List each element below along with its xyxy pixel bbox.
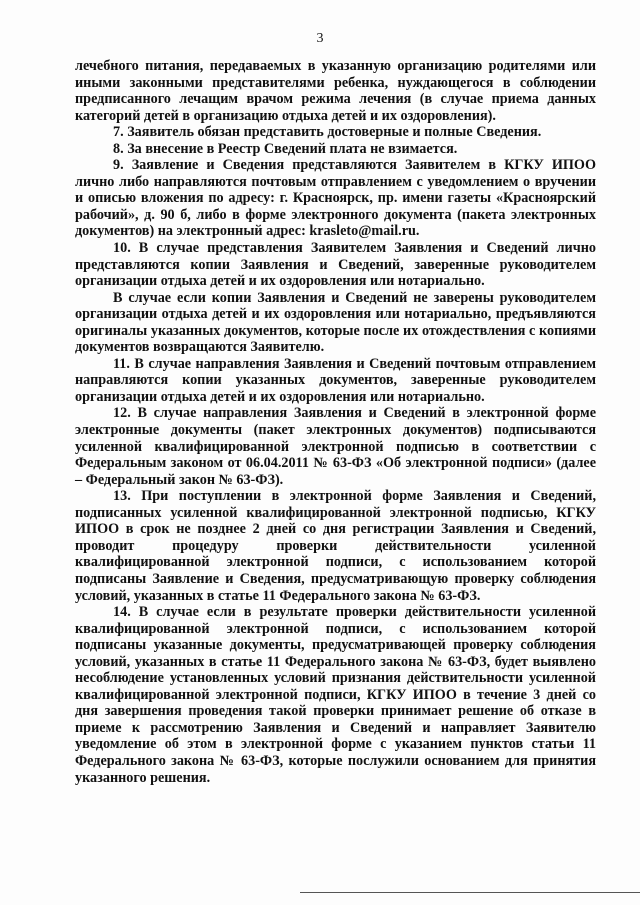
document-body [75, 58, 596, 786]
paragraph-item-11: 11. В случае направления Заявления и Сведений почтовым отправлением направляются копии указанных документов, заверенные руководителем организации отдыха детей и их оздоровления или нотариально. [75, 355, 596, 405]
paragraph-item-14: 14. В случае если в результате проверки действительности усиленной квалифицированной электронной подписи, с использованием которой подписаны указанные документы, предусматривающей проверку соблюдения условий, указанных в статье 11 Федерального закона № 63-ФЗ, будет выявлено несоблюдение установленных условий признания действительности усиленной квалифицированной электронной подписи, КГКУ ИПОО в течение 3 дней со дня завершения проведения такой проверки принимает решение об отказе в приеме к рассмотрению Заявления и Сведений и направляет Заявителю уведомление об этом в электронной форме с указанием пунктов статьи 11 Федерального закона № 63-ФЗ, которые послужили основанием для принятия указанного решения. [75, 604, 596, 786]
paragraph-item-7: 7. Заявитель обязан представить достоверные и полные Сведения. [113, 124, 542, 141]
paragraph-item-10: 10. В случае представления Заявителем Заявления и Сведений лично представляются копии Заявления и Сведений, заверенные руководителем организации отдыха детей и их оздоровления или нотариально. [75, 240, 596, 290]
paragraph-item-12: 12. В случае направления Заявления и Сведений в электронной форме электронные документы (пакет электронных документов) подписываются усиленной квалифицированной электронной подписью в соответствии с Федеральным законом от 06.04.2011 № 63-ФЗ «Об электронной подписи» (далее – Федеральный закон № 63-ФЗ). [75, 405, 596, 488]
paragraph-item-10-sub: В случае если копии Заявления и Сведений не заверены руководителем организации отдыха детей и их оздоровления или нотариально, предъявляются оригиналы указанных документов, которые после их отождествления с копиями документов возвращаются Заявителю. [75, 289, 596, 356]
paragraph-item-8: 8. За внесение в Реестр Сведений плата не взимается. [113, 140, 458, 157]
paragraph-item-9: 9. Заявление и Сведения представляются Заявителем в КГКУ ИПОО лично либо направляются почтовым отправлением с уведомлением о вручении и описью вложения по адресу: г. Красноярск, пр. имени газеты «Красноярский рабочий», д. 90 б, либо в форме электронного документа (пакета электронных документов) на электронный адрес: krasleto@mail.ru. [75, 157, 596, 240]
paragraph-continuation: лечебного питания, передаваемых в указанную организацию родителями или иными законными представителями ребенка, нуждающегося в соблюдении предписанного лечащим врачом режима лечения (в случае приема данных категорий детей в организацию отдыха детей и их оздоровления). [75, 58, 596, 124]
bottom-divider [300, 892, 640, 893]
paragraph-item-13: 13. При поступлении в электронной форме Заявления и Сведений, подписанных усиленной квалифицированной электронной подписью, КГКУ ИПОО в срок не позднее 2 дней со дня регистрации Заявления и Сведений, проводит процедуру проверки действительности усиленной квалифицированной электронной подписи, с использованием которой подписаны Заявление и Сведения, предусматривающую проверку соблюдения условий, указанных в статье 11 Федерального закона № 63-ФЗ. [75, 488, 596, 604]
page-number: 3 [316, 31, 324, 46]
